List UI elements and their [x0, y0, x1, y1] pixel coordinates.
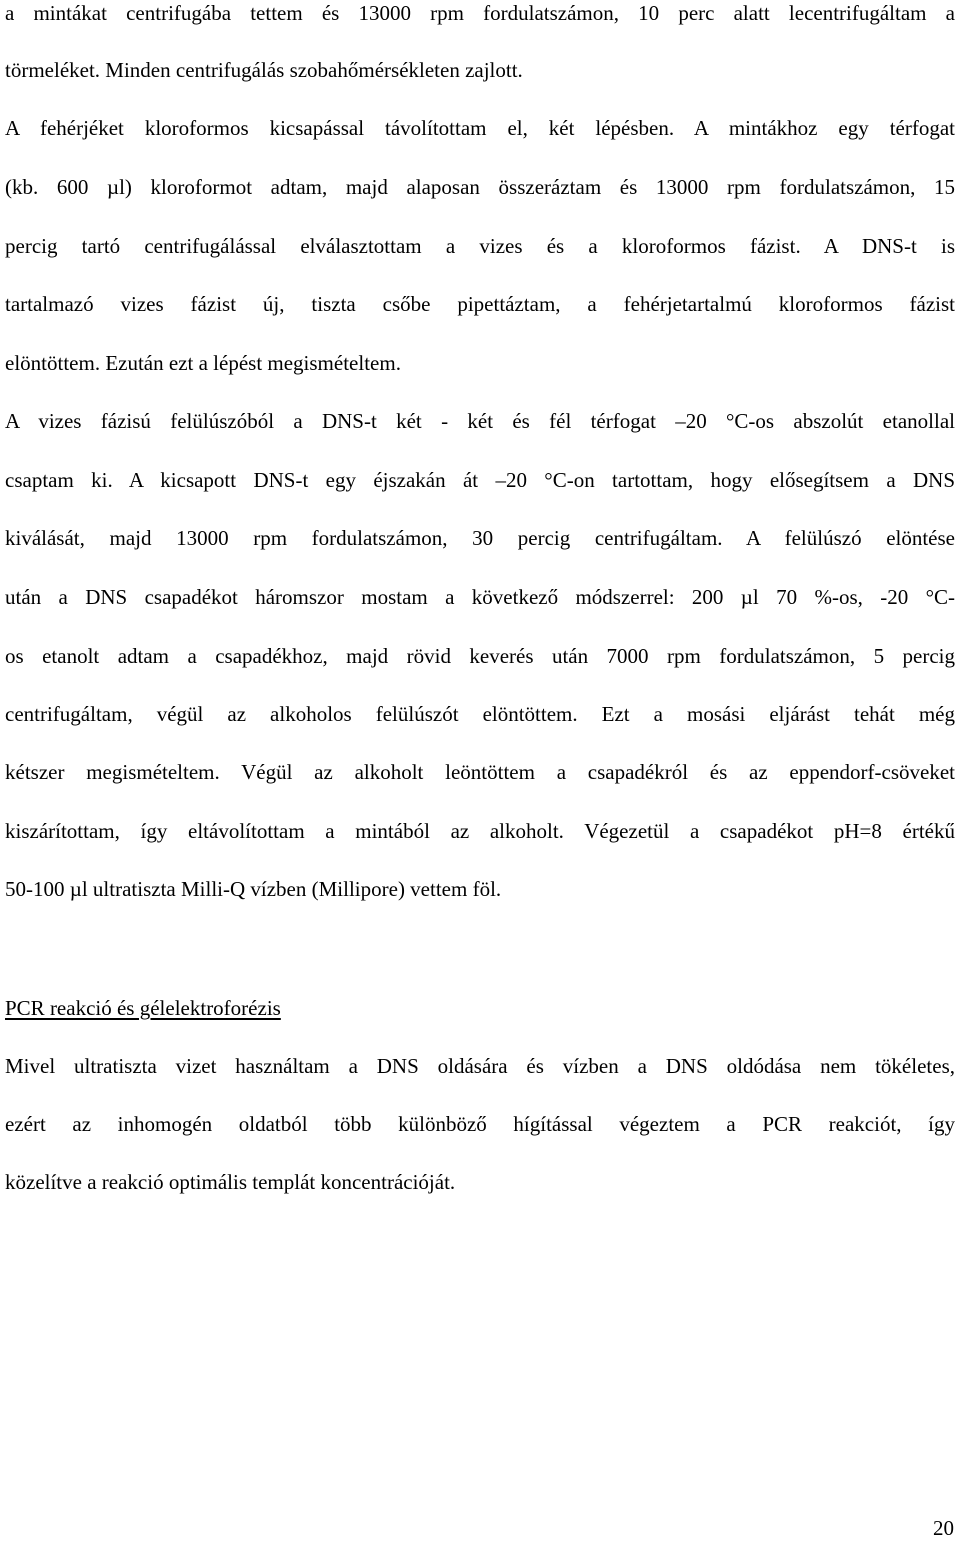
text-line: elöntöttem. Ezután ezt a lépést megismételtem.: [5, 351, 401, 375]
text-line: os etanolt adtam a csapadékhoz, majd rövid keverés után 7000 rpm fordulatszámon, 5 percig: [5, 644, 955, 668]
text-line: A vizes fázisú felülúszóból a DNS-t két - két és fél térfogat –20 °C-os abszolút etanollal: [5, 409, 955, 433]
text-line: kiválását, majd 13000 rpm fordulatszámon, 30 percig centrifugáltam. A felülúszó elöntése: [5, 526, 955, 550]
text-line: után a DNS csapadékot háromszor mostam a következő módszerrel: 200 µl 70 %-os, -20 °C-: [5, 585, 955, 609]
text-line: centrifugáltam, végül az alkoholos felülúszót elöntöttem. Ezt a mosási eljárást tehát még: [5, 702, 955, 726]
text-line: csaptam ki. A kicsapott DNS-t egy éjszakán át –20 °C-on tartottam, hogy elősegítsem a DNS: [5, 468, 955, 492]
text-line: percig tartó centrifugálással elválasztottam a vizes és a kloroformos fázist. A DNS-t is: [5, 234, 955, 258]
text-line: Mivel ultratiszta vizet használtam a DNS oldására és vízben a DNS oldódása nem tökéletes,: [5, 1054, 955, 1078]
section-heading: PCR reakció és gélelektroforézis: [5, 996, 281, 1020]
text-line: közelítve a reakció optimális templát koncentrációját.: [5, 1170, 456, 1194]
text-line: (kb. 600 µl) kloroformot adtam, majd alaposan összeráztam és 13000 rpm fordulatszámon, 15: [5, 175, 955, 199]
text-line: törmeléket. Minden centrifugálás szobahőmérsékleten zajlott.: [5, 58, 523, 82]
text-line: kiszárítottam, így eltávolítottam a mintából az alkoholt. Végezetül a csapadékot pH=8 értékű: [5, 819, 955, 843]
page-number: 20: [933, 1516, 954, 1540]
text-line: A fehérjéket kloroformos kicsapással távolítottam el, két lépésben. A mintákhoz egy térfogat: [5, 116, 955, 140]
text-line: a mintákat centrifugába tettem és 13000 rpm fordulatszámon, 10 perc alatt lecentrifugáltam a: [5, 1, 955, 25]
text-line: tartalmazó vizes fázist új, tiszta csőbe pipettáztam, a fehérjetartalmú kloroformos fázist: [5, 292, 955, 316]
text-line: 50-100 µl ultratiszta Milli-Q vízben (Millipore) vettem föl.: [5, 877, 502, 901]
text-line: kétszer megismételtem. Végül az alkoholt leöntöttem a csapadékról és az eppendorf-csöveket: [5, 760, 955, 784]
text-line: ezért az inhomogén oldatból több különböző hígítással végeztem a PCR reakciót, így: [5, 1112, 955, 1136]
